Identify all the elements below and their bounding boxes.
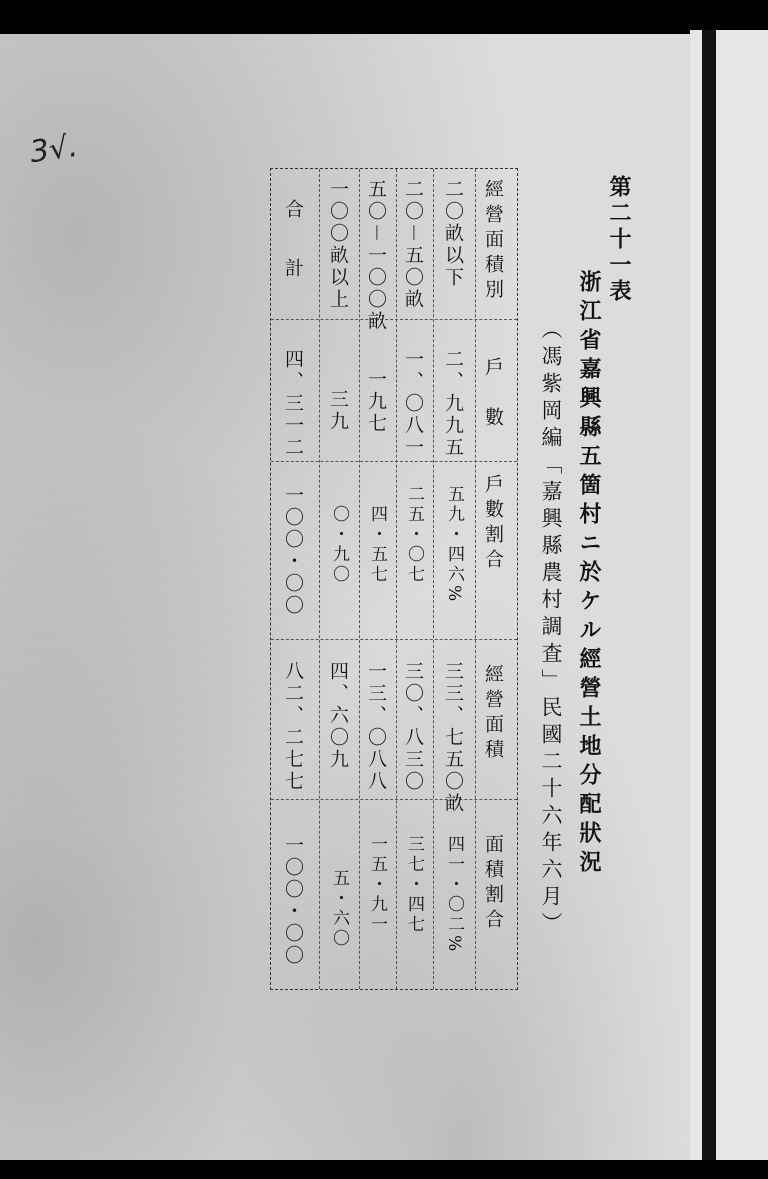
header-area-class: 經營面積別 <box>482 179 504 304</box>
row-3-area: 四、六〇九 <box>327 661 349 771</box>
row-0-households: 二、九九五 <box>442 349 464 459</box>
row-3-household-ratio: 〇・九〇 <box>329 505 349 585</box>
row-0-area: 三三、七五〇畝 <box>442 661 464 815</box>
row-0-class: 二〇畝以下 <box>442 179 464 289</box>
row-2-area: 一三、〇八八 <box>365 661 387 793</box>
header-households: 戶 數 <box>482 357 504 432</box>
row-1-area: 三〇、八三〇 <box>402 661 424 793</box>
header-area: 經營面積 <box>482 664 504 764</box>
table-source: （馮紫岡編「嘉興縣農村調査」民國二十六年六月） <box>539 318 563 939</box>
total-households: 四、三一二 <box>282 349 304 459</box>
land-distribution-table <box>270 168 518 990</box>
book-spine-shadow <box>702 30 716 1160</box>
row-0-household-ratio: 五九・四六% <box>444 485 464 605</box>
row-1-household-ratio: 二五・〇七 <box>404 485 424 585</box>
total-area-ratio: 一〇〇・〇〇 <box>282 835 304 967</box>
row-1-area-ratio: 三七・四七 <box>404 835 424 935</box>
scan-border-top <box>0 0 768 34</box>
table-number: 第二十一表 <box>606 175 632 305</box>
scan-border-bottom <box>0 1160 768 1179</box>
row-3-area-ratio: 五・六〇 <box>329 869 349 949</box>
row-3-households: 三九 <box>327 389 349 433</box>
row-2-class: 五〇－一〇〇畝 <box>365 179 387 334</box>
row-1-class: 二〇－五〇畝 <box>402 179 424 312</box>
row-0-area-ratio: 四一・〇二% <box>444 835 464 955</box>
header-area-ratio: 面積割合 <box>482 834 504 934</box>
total-label: 合計 <box>282 199 304 317</box>
total-household-ratio: 一〇〇・〇〇 <box>282 485 304 617</box>
row-2-households: 一九七 <box>365 369 387 435</box>
row-2-household-ratio: 四・五七 <box>367 505 387 585</box>
row-1-households: 一、〇八一 <box>402 349 424 459</box>
table-title: 浙江省嘉興縣五箇村ニ於ケル經營土地分配狀況 <box>576 270 602 879</box>
total-area: 八二、二七七 <box>282 661 304 793</box>
row-2-area-ratio: 一五・九一 <box>367 835 387 935</box>
row-3-class: 一〇〇畝以上 <box>327 179 349 311</box>
header-household-ratio: 戶數割合 <box>482 474 504 574</box>
handwritten-page-note: 3√. <box>27 128 80 171</box>
